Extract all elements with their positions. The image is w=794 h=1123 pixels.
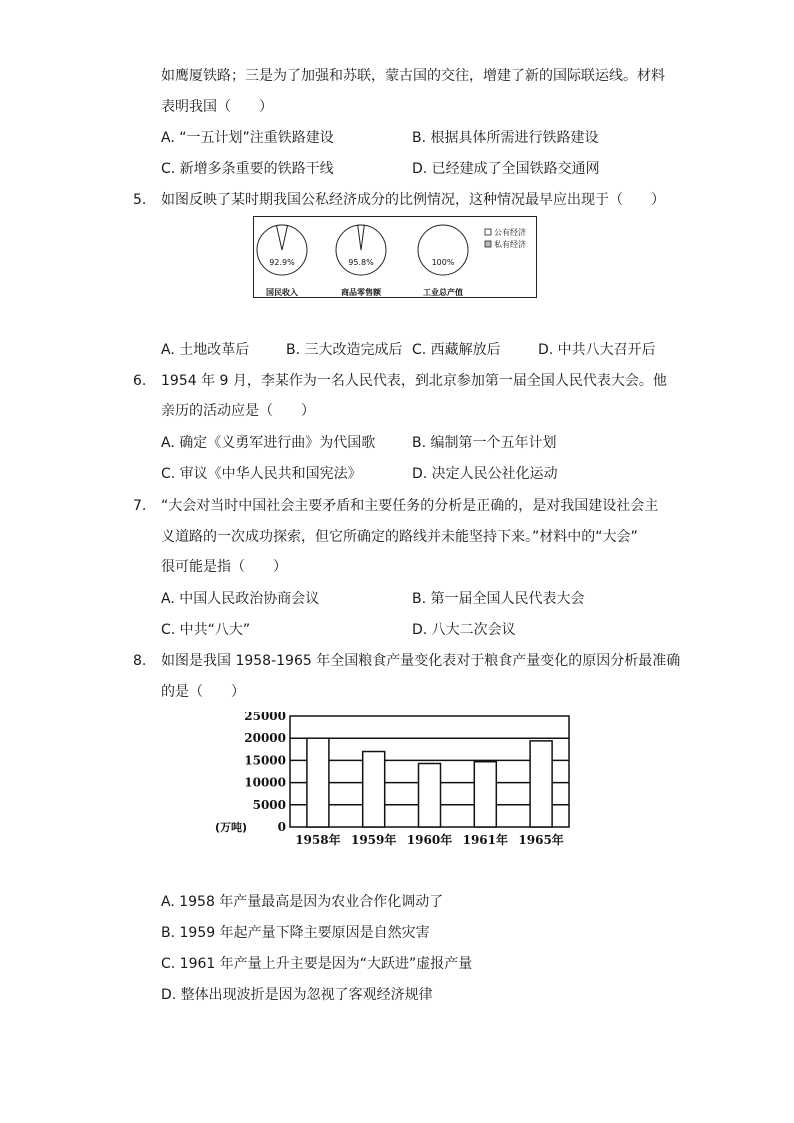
y-tick-label-1: 20000 [244, 731, 286, 746]
pie-category-label-2: 工业总产值 [423, 288, 463, 297]
bar-2 [419, 764, 441, 827]
q7-option-a[interactable]: A. 中国人民政治协商会议 [161, 591, 320, 607]
q5-option-a[interactable]: A. 土地改革后 [161, 342, 250, 358]
pie-value-label-2: 100% [431, 258, 455, 267]
q6-number: 6. [133, 373, 147, 389]
x-tick-label-3: 1961年 [462, 833, 509, 847]
y-tick-label-0: 25000 [244, 712, 286, 723]
q8-option-a[interactable]: A. 1958 年产量最高是因为农业合作化调动了 [161, 894, 444, 910]
q8-stem-line1: 如图是我国 1958-1965 年全国粮食产量变化表对于粮食产量变化的原因分析最准确 [161, 653, 681, 669]
q4-stem-line2: 表明我国（ ） [161, 99, 273, 115]
q4-option-c[interactable]: C. 新增多条重要的铁路干线 [161, 161, 334, 177]
q7-stem-line1: “大会对当时中国社会主要矛盾和主要任务的分析是正确的，是对我国建设社会主 [161, 498, 659, 514]
q7-option-d[interactable]: D. 八大二次会议 [412, 622, 516, 638]
pie-value-label-0: 92.9% [269, 258, 295, 267]
bar-chart-figure [215, 712, 580, 850]
x-tick-label-2: 1960年 [406, 833, 453, 847]
x-tick-label-1: 1959年 [350, 833, 397, 847]
q8-stem-line2: 的是（ ） [161, 684, 245, 700]
q6-option-c[interactable]: C. 审议《中华人民共和国宪法》 [161, 466, 362, 482]
q4-option-d[interactable]: D. 已经建成了全国铁路交通网 [412, 161, 600, 177]
legend-swatch-0 [485, 229, 491, 235]
q4-stem-line1: 如鹰厦铁路；三是为了加强和苏联，蒙古国的交往，增建了新的国际联运线。材料 [161, 68, 665, 84]
pie-chart-figure [253, 216, 537, 298]
q5-stem: 如图反映了某时期我国公私经济成分的比例情况，这种情况最早应出现于（ ） [161, 192, 665, 208]
q6-option-a[interactable]: A. 确定《义勇军进行曲》为代国歌 [161, 435, 376, 451]
y-unit-label: (万吨) [215, 821, 248, 834]
bar-3 [474, 762, 496, 827]
q8-option-b[interactable]: B. 1959 年起产量下降主要原因是自然灾害 [161, 925, 430, 941]
q8-option-c[interactable]: C. 1961 年产量上升主要是因为“大跃进”虚报产量 [161, 956, 473, 972]
q7-stem-line3: 很可能是指（ ） [161, 559, 287, 575]
q5-option-d[interactable]: D. 中共八大召开后 [538, 342, 656, 358]
q6-option-d[interactable]: D. 决定人民公社化运动 [412, 466, 558, 482]
q7-option-c[interactable]: C. 中共“八大” [161, 622, 251, 638]
q6-stem-line2: 亲历的活动应是（ ） [161, 403, 315, 419]
x-tick-label-0: 1958年 [295, 833, 341, 847]
pie-chart-svg [254, 217, 536, 297]
q4-option-a[interactable]: A. “一五计划”注重铁路建设 [161, 130, 334, 146]
q5-number: 5. [133, 192, 147, 208]
bar-4 [530, 741, 552, 827]
y-tick-label-5: 0 [277, 820, 286, 834]
x-tick-label-4: 1965年 [518, 833, 564, 847]
y-tick-label-3: 10000 [244, 775, 286, 790]
pie-category-label-0: 国民收入 [266, 288, 298, 297]
pie-circle-2 [418, 225, 468, 275]
q8-option-d[interactable]: D. 整体出现波折是因为忽视了客观经济规律 [161, 987, 433, 1003]
pie-category-label-1: 商品零售额 [341, 288, 381, 297]
q7-stem-line2: 义道路的一次成功探索，但它所确定的路线并未能坚持下来。”材料中的“大会” [161, 529, 638, 545]
bar-1 [363, 752, 385, 827]
q5-option-b[interactable]: B. 三大改造完成后 [286, 342, 403, 358]
q8-number: 8. [133, 653, 147, 669]
q6-option-b[interactable]: B. 编制第一个五年计划 [412, 435, 557, 451]
pie-value-label-1: 95.8% [348, 258, 374, 267]
q7-option-b[interactable]: B. 第一届全国人民代表大会 [412, 591, 585, 607]
legend-label-1: 私有经济 [494, 240, 526, 249]
y-tick-label-2: 15000 [244, 753, 286, 768]
q7-number: 7. [133, 498, 147, 514]
bar-chart-svg [215, 712, 580, 850]
q6-stem-line1: 1954 年 9 月，李某作为一名人民代表，到北京参加第一届全国人民代表大会。他 [161, 373, 667, 389]
legend-swatch-1 [485, 241, 491, 247]
q4-option-b[interactable]: B. 根据具体所需进行铁路建设 [412, 130, 599, 146]
legend-label-0: 公有经济 [494, 228, 526, 237]
q5-option-c[interactable]: C. 西藏解放后 [412, 342, 501, 358]
y-tick-label-4: 5000 [252, 797, 286, 812]
bar-0 [307, 738, 329, 827]
